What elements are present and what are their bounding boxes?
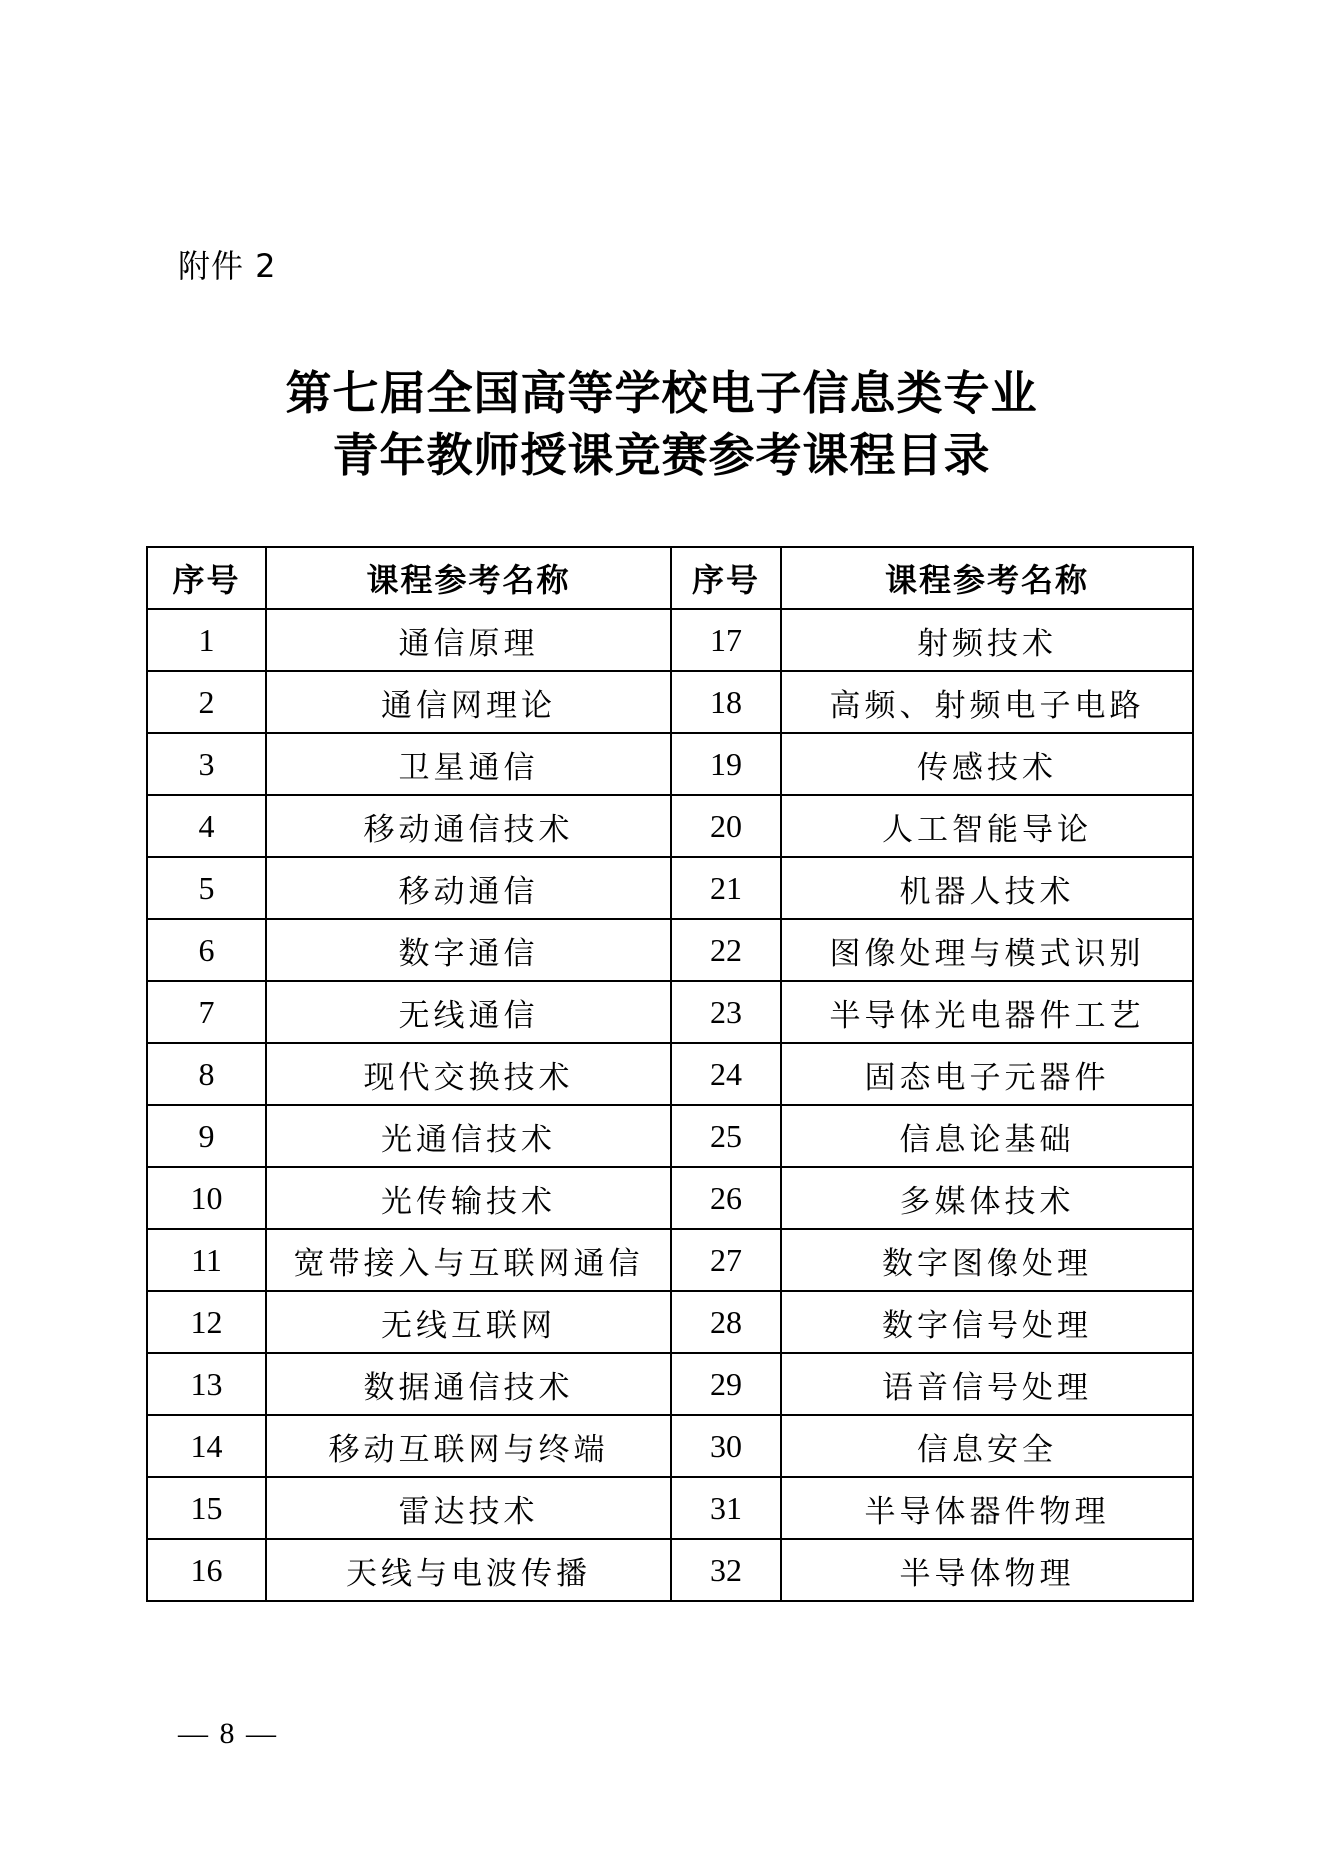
cell-seq-left: 6	[147, 919, 266, 981]
cell-seq-left: 2	[147, 671, 266, 733]
table-row	[147, 1477, 1193, 1539]
table-row	[147, 1539, 1193, 1601]
cell-seq-right: 23	[671, 981, 781, 1043]
cell-course-left: 移动通信	[266, 857, 671, 919]
header-course-right: 课程参考名称	[781, 547, 1193, 609]
cell-course-left: 无线通信	[266, 981, 671, 1043]
cell-seq-right: 27	[671, 1229, 781, 1291]
cell-course-right: 图像处理与模式识别	[781, 919, 1193, 981]
cell-seq-right: 28	[671, 1291, 781, 1353]
cell-seq-right: 32	[671, 1539, 781, 1601]
cell-course-right: 人工智能导论	[781, 795, 1193, 857]
title-line-2: 青年教师授课竞赛参考课程目录	[332, 428, 991, 482]
cell-seq-left: 10	[147, 1167, 266, 1229]
cell-seq-left: 7	[147, 981, 266, 1043]
cell-course-right: 数字图像处理	[781, 1229, 1193, 1291]
cell-course-left: 通信原理	[266, 609, 671, 671]
cell-seq-left: 14	[147, 1415, 266, 1477]
cell-course-left: 现代交换技术	[266, 1043, 671, 1105]
cell-course-left: 数字通信	[266, 919, 671, 981]
cell-seq-right: 22	[671, 919, 781, 981]
table-row	[147, 1105, 1193, 1167]
cell-seq-left: 5	[147, 857, 266, 919]
table-row	[147, 1167, 1193, 1229]
cell-course-left: 宽带接入与互联网通信	[266, 1229, 671, 1291]
cell-seq-right: 31	[671, 1477, 781, 1539]
header-seq-left: 序号	[147, 547, 266, 609]
cell-course-right: 高频、射频电子电路	[781, 671, 1193, 733]
attachment-label: 附件 2	[178, 247, 277, 285]
cell-seq-right: 18	[671, 671, 781, 733]
cell-course-left: 通信网理论	[266, 671, 671, 733]
header-seq-right: 序号	[671, 547, 781, 609]
table-row	[147, 795, 1193, 857]
table-row	[147, 1043, 1193, 1105]
cell-seq-left: 4	[147, 795, 266, 857]
course-table	[146, 546, 1194, 1602]
cell-seq-left: 13	[147, 1353, 266, 1415]
table-row	[147, 733, 1193, 795]
cell-course-right: 半导体器件物理	[781, 1477, 1193, 1539]
cell-course-right: 多媒体技术	[781, 1167, 1193, 1229]
cell-course-left: 卫星通信	[266, 733, 671, 795]
cell-seq-right: 26	[671, 1167, 781, 1229]
cell-seq-left: 1	[147, 609, 266, 671]
cell-course-right: 射频技术	[781, 609, 1193, 671]
cell-course-right: 机器人技术	[781, 857, 1193, 919]
table-row	[147, 671, 1193, 733]
cell-seq-right: 20	[671, 795, 781, 857]
cell-course-right: 数字信号处理	[781, 1291, 1193, 1353]
cell-seq-right: 24	[671, 1043, 781, 1105]
cell-course-right: 半导体物理	[781, 1539, 1193, 1601]
cell-course-right: 传感技术	[781, 733, 1193, 795]
table-row	[147, 1353, 1193, 1415]
cell-course-left: 光传输技术	[266, 1167, 671, 1229]
table-row	[147, 857, 1193, 919]
cell-course-right: 固态电子元器件	[781, 1043, 1193, 1105]
cell-course-right: 信息论基础	[781, 1105, 1193, 1167]
table-row	[147, 1229, 1193, 1291]
table-row	[147, 609, 1193, 671]
table-row	[147, 1291, 1193, 1353]
cell-seq-left: 9	[147, 1105, 266, 1167]
cell-seq-right: 19	[671, 733, 781, 795]
table-body	[147, 609, 1193, 1601]
title-line-1: 第七届全国高等学校电子信息类专业	[285, 366, 1038, 420]
cell-seq-left: 12	[147, 1291, 266, 1353]
cell-course-left: 天线与电波传播	[266, 1539, 671, 1601]
cell-seq-right: 17	[671, 609, 781, 671]
cell-seq-left: 3	[147, 733, 266, 795]
cell-seq-left: 15	[147, 1477, 266, 1539]
cell-course-left: 移动互联网与终端	[266, 1415, 671, 1477]
cell-seq-left: 8	[147, 1043, 266, 1105]
table-header-row	[147, 547, 1193, 609]
cell-course-right: 信息安全	[781, 1415, 1193, 1477]
table-row	[147, 919, 1193, 981]
cell-course-left: 光通信技术	[266, 1105, 671, 1167]
cell-course-left: 无线互联网	[266, 1291, 671, 1353]
cell-seq-left: 16	[147, 1539, 266, 1601]
table-row	[147, 1415, 1193, 1477]
cell-seq-left: 11	[147, 1229, 266, 1291]
page-number: — 8 —	[178, 1717, 278, 1750]
cell-course-right: 语音信号处理	[781, 1353, 1193, 1415]
document-title	[0, 362, 1323, 486]
cell-seq-right: 21	[671, 857, 781, 919]
table-row	[147, 981, 1193, 1043]
cell-course-left: 移动通信技术	[266, 795, 671, 857]
cell-course-left: 数据通信技术	[266, 1353, 671, 1415]
cell-seq-right: 25	[671, 1105, 781, 1167]
cell-seq-right: 29	[671, 1353, 781, 1415]
cell-course-left: 雷达技术	[266, 1477, 671, 1539]
cell-seq-right: 30	[671, 1415, 781, 1477]
header-course-left: 课程参考名称	[266, 547, 671, 609]
cell-course-right: 半导体光电器件工艺	[781, 981, 1193, 1043]
